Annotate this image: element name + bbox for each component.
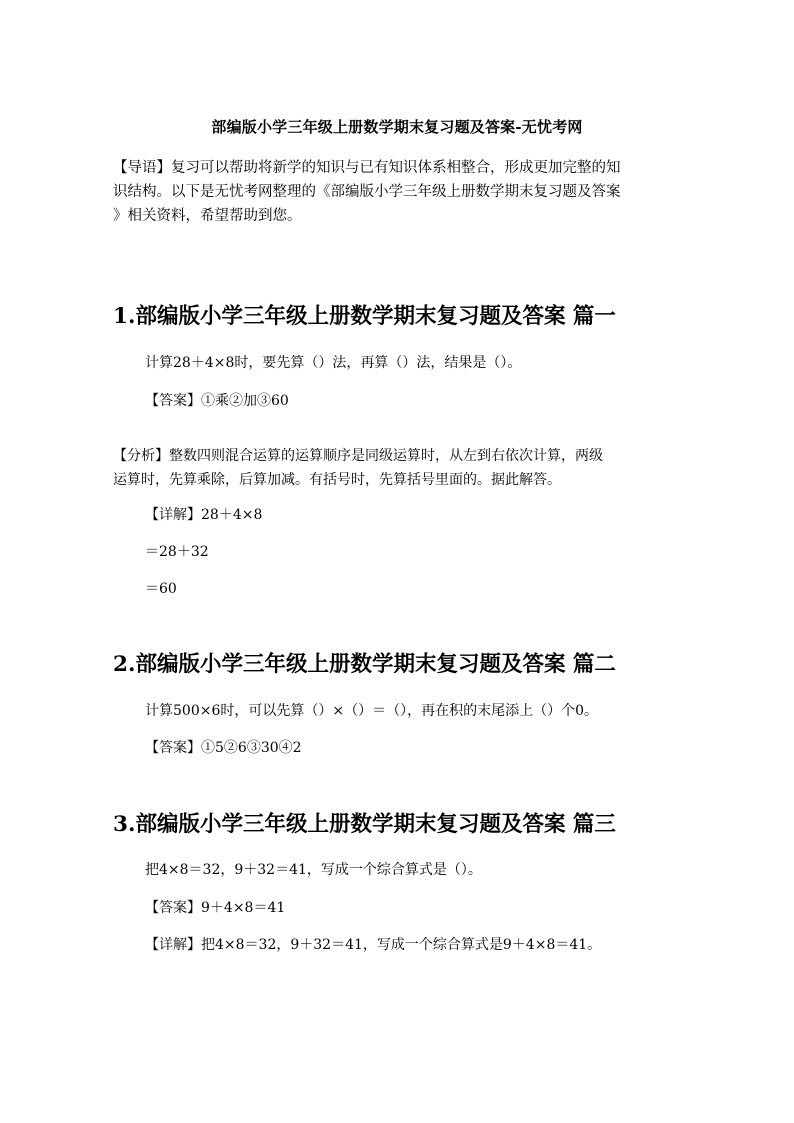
section-3-answer — [145, 897, 285, 919]
section-1-detail-line-3: ＝60 — [145, 581, 177, 597]
detail-tag: 【详解】 — [145, 507, 201, 523]
detail-line-1: 28＋4×8 — [201, 507, 263, 523]
section-2-question: 计算500×6时，可以先算（）×（）＝（），再在积的末尾添上（）个0。 — [145, 703, 598, 719]
intro-tag: 【导语】 — [113, 160, 171, 176]
analysis-text: 整数四则混合运算的运算顺序是同级运算时，从左到右依次计算，两级 运算时，先算乘除，后算加减。有括号时，先算括号里面的。据此解答。 — [113, 448, 603, 488]
section-1-answer — [145, 390, 289, 412]
section-3-heading: 3.部编版小学三年级上册数学期末复习题及答案 篇三 — [113, 812, 616, 837]
section-2-answer — [145, 737, 302, 759]
answer-tag: 【答案】 — [145, 393, 201, 409]
answer-tag: 【答案】 — [145, 900, 201, 916]
answer-text: ①乘②加③60 — [201, 393, 289, 409]
detail-tag: 【详解】 — [145, 937, 201, 953]
section-3-question: 把4×8＝32，9＋32＝41，写成一个综合算式是（）。 — [145, 862, 482, 878]
section-1-heading: 1.部编版小学三年级上册数学期末复习题及答案 篇一 — [113, 304, 616, 329]
section-1-analysis — [113, 444, 683, 492]
section-1-question: 计算28＋4×8时，要先算（）法，再算（）法，结果是（）。 — [145, 355, 522, 371]
analysis-tag: 【分析】 — [113, 448, 169, 464]
section-1-detail-line-2: ＝28＋32 — [145, 544, 209, 560]
answer-text: 9＋4×8＝41 — [201, 900, 286, 916]
section-3-detail — [145, 934, 601, 956]
detail-text: 把4×8＝32，9＋32＝41，写成一个综合算式是9＋4×8＝41。 — [201, 937, 602, 953]
intro-paragraph — [113, 156, 683, 228]
section-2-heading: 2.部编版小学三年级上册数学期末复习题及答案 篇二 — [113, 652, 616, 677]
section-1-detail — [145, 504, 262, 526]
answer-tag: 【答案】 — [145, 740, 201, 756]
intro-text: 复习可以帮助将新学的知识与已有知识体系相整合，形成更加完整的知 识结构。以下是无忧考网整理的《部编版小学三年级上册数学期末复习题及答案 》相关资料，希望帮助到您。 — [113, 160, 621, 224]
answer-text: ①5②6③30④2 — [201, 740, 302, 756]
document-title: 部编版小学三年级上册数学期末复习题及答案-无忧考网 — [211, 118, 583, 136]
